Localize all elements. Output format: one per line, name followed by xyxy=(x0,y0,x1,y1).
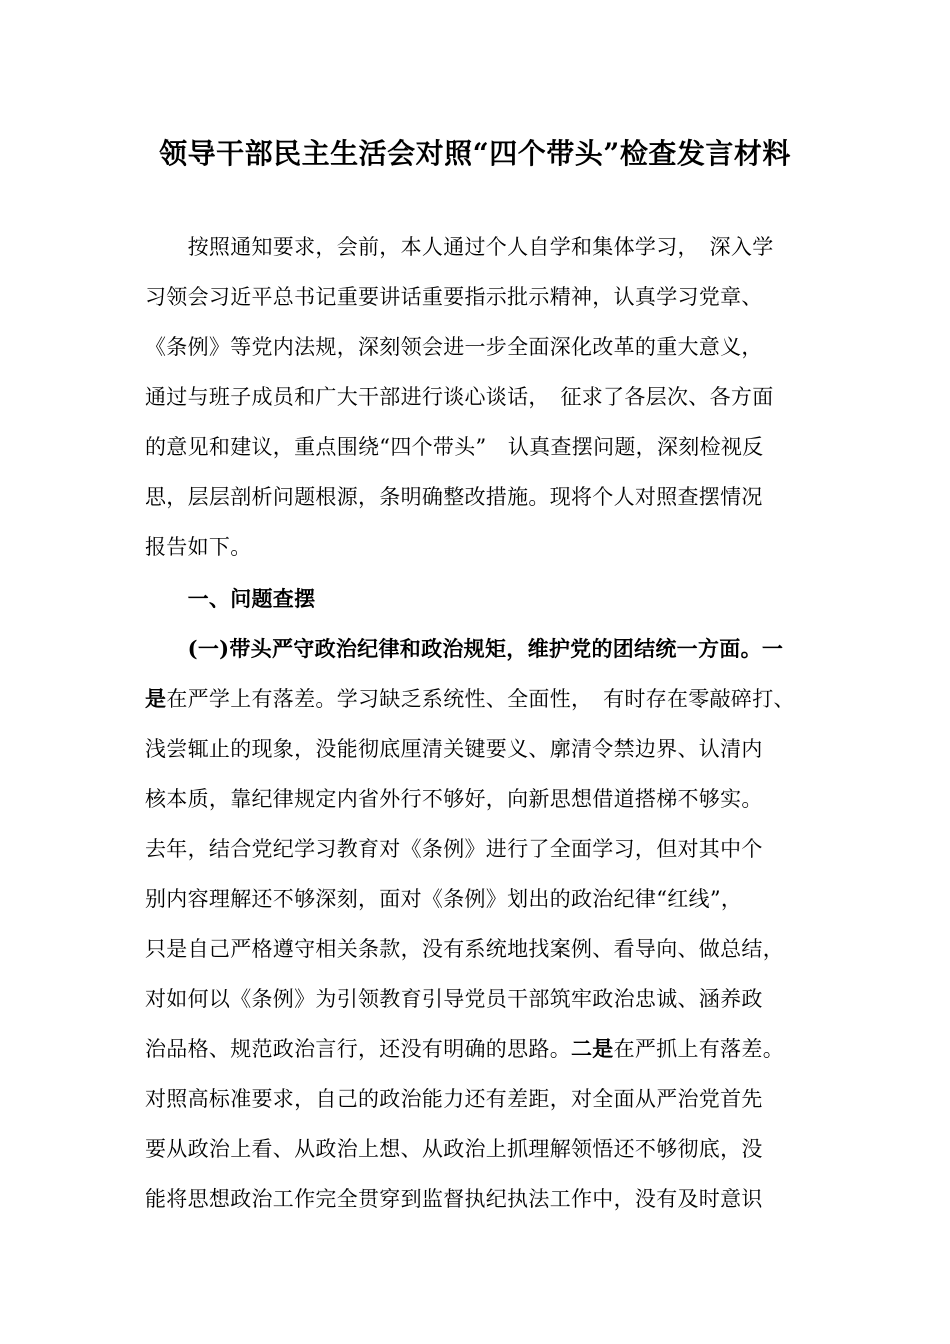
paragraph-line: 的意见和建议，重点围绕“四个带头” 认真查摆问题，深刻检视反 xyxy=(145,435,764,459)
marker-one-cont: 是 xyxy=(145,686,167,711)
subsection-line: 浅尝辄止的现象，没能彻底厘清关键要义、廓清令禁边界、认清内 xyxy=(145,737,763,761)
paragraph-line: 通过与班子成员和广大干部进行谈心谈话， 征求了各层次、各方面 xyxy=(145,385,774,409)
paragraph-line: 思，层层剖析问题根源，条明确整改措施。现将个人对照查摆情况 xyxy=(145,485,763,509)
paragraph-line: 习领会习近平总书记重要讲话重要指示批示精神，认真学习党章、 xyxy=(145,285,763,309)
subsection-line: 别内容理解还不够深刻，面对《条例》划出的政治纪律“红线”， xyxy=(145,887,743,911)
paragraph-line: 《条例》等党内法规，深刻领会进一步全面深化改革的重大意义， xyxy=(145,335,763,359)
line-text: 治品格、规范政治言行，还没有明确的思路。 xyxy=(145,1037,571,1061)
section-heading: 一、问题查摆 xyxy=(145,586,316,611)
subsection-line: 能将思想政治工作完全贯穿到监督执纪执法工作中，没有及时意识 xyxy=(145,1187,763,1211)
marker-one: 一 xyxy=(761,636,784,661)
paragraph-line: 报告如下。 xyxy=(145,535,252,559)
marker-two: 二是 xyxy=(571,1036,614,1061)
subsection-line xyxy=(145,674,835,724)
line-text: 在严抓上有落差。 xyxy=(613,1037,785,1061)
subsection-heading: (一)带头严守政治纪律和政治规矩，维护党的团结统一方面。 xyxy=(145,636,762,661)
subsection-line: 去年，结合党纪学习教育对《条例》进行了全面学习，但对其中个 xyxy=(145,837,763,861)
subsection-line: 要从政治上看、从政治上想、从政治上抓理解领悟还不够彻底，没 xyxy=(145,1137,763,1161)
line-text: 在严学上有落差。学习缺乏系统性、全面性， 有时存在零敲碎打、 xyxy=(166,687,795,711)
subsection-line xyxy=(145,624,835,674)
subsection-line xyxy=(145,1024,835,1074)
subsection-line: 只是自己严格遵守相关条款，没有系统地找案例、看导向、做总结， xyxy=(145,937,784,961)
subsection-line: 核本质，靠纪律规定内省外行不够好，向新思想借道搭梯不够实。 xyxy=(145,787,763,811)
document-title: 领导干部民主生活会对照“四个带头”检查发言材料 xyxy=(159,137,791,170)
subsection-line: 对照高标准要求，自己的政治能力还有差距，对全面从严治党首先 xyxy=(145,1087,763,1111)
paragraph-line: 按照通知要求，会前，本人通过个人自学和集体学习， 深入学 xyxy=(145,235,774,259)
subsection-line: 对如何以《条例》为引领教育引导党员干部筑牢政治忠诚、涵养政 xyxy=(145,987,763,1011)
